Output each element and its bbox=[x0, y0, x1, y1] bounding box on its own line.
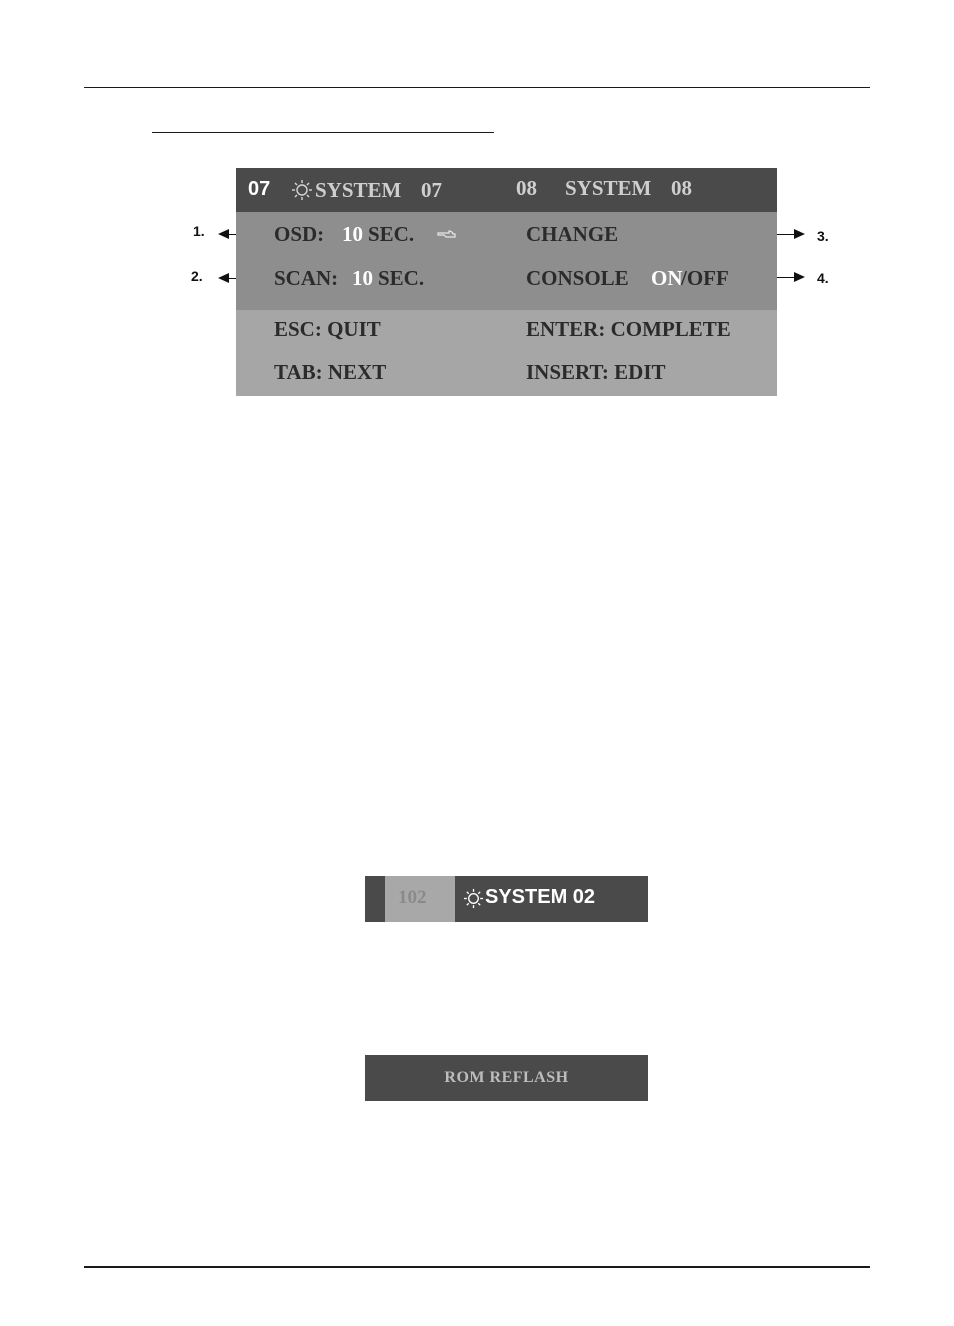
bottom-rule bbox=[84, 1266, 870, 1268]
arrow-4-head bbox=[794, 272, 805, 282]
console-on-option[interactable]: ON bbox=[651, 266, 683, 290]
scan-unit: SEC. bbox=[378, 266, 425, 290]
system-02-number: 102 bbox=[398, 887, 427, 908]
rom-reflash-label: ROM REFLASH bbox=[444, 1069, 569, 1086]
osd-header bbox=[236, 168, 777, 212]
sun-icon bbox=[463, 888, 484, 909]
header-right-number-2: 08 bbox=[671, 176, 692, 200]
callout-1: 1. bbox=[193, 223, 205, 239]
osd-value[interactable]: 10 bbox=[342, 222, 363, 246]
rom-reflash-bar bbox=[365, 1055, 648, 1101]
scan-value[interactable]: 10 bbox=[352, 266, 373, 290]
header-right-number: 08 bbox=[516, 176, 537, 200]
enter-key-hint: ENTER: COMPLETE bbox=[526, 317, 731, 341]
console-off-option[interactable]: /OFF bbox=[681, 266, 729, 290]
sun-icon bbox=[291, 179, 313, 201]
osd-settings-area bbox=[236, 212, 777, 310]
osd-panel bbox=[236, 168, 777, 396]
header-left-number: 07 bbox=[248, 178, 271, 200]
scan-label: SCAN: bbox=[274, 266, 339, 290]
header-left-system: SYSTEM bbox=[315, 178, 402, 202]
heading-underline bbox=[152, 132, 494, 133]
hand-pointer-icon bbox=[437, 227, 457, 239]
tab-key-hint: TAB: NEXT bbox=[274, 360, 387, 384]
system-02-strip bbox=[365, 876, 385, 922]
header-right-system: SYSTEM bbox=[565, 176, 652, 200]
osd-key-help bbox=[236, 310, 777, 396]
esc-key-hint: ESC: QUIT bbox=[274, 317, 381, 341]
system-02-number-cell bbox=[385, 876, 455, 922]
callout-2: 2. bbox=[191, 268, 203, 284]
system-02-label: SYSTEM 02 bbox=[485, 886, 596, 908]
header-left-number-2: 07 bbox=[421, 178, 442, 202]
change-label[interactable]: CHANGE bbox=[526, 222, 619, 246]
insert-key-hint: INSERT: EDIT bbox=[526, 360, 666, 384]
arrow-3-head bbox=[794, 229, 805, 239]
top-rule bbox=[84, 87, 870, 88]
callout-4: 4. bbox=[817, 270, 829, 286]
osd-unit: SEC. bbox=[368, 222, 415, 246]
console-label: CONSOLE bbox=[526, 266, 629, 290]
osd-label: OSD: bbox=[274, 222, 325, 246]
callout-3: 3. bbox=[817, 228, 829, 244]
system-02-bar bbox=[365, 876, 648, 922]
